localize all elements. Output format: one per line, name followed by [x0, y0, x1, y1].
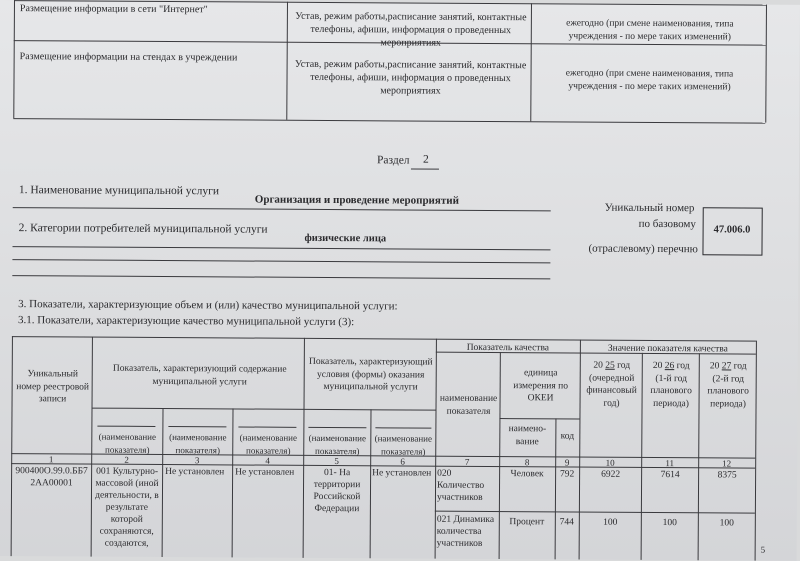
content-indicator-2: Не установлен	[165, 467, 225, 478]
table-border	[11, 336, 13, 556]
sub-name-label: (наименование показателя)	[98, 431, 157, 455]
header-quality-value: Значение показателя качества	[607, 343, 728, 355]
header-unit-code: код	[560, 431, 575, 442]
fill-line	[238, 426, 296, 427]
fill-line	[168, 426, 226, 427]
unique-number-value: 47.006.0	[713, 224, 751, 236]
col-number: 7	[464, 456, 470, 467]
quality-subheading: 3.1. Показатели, характеризующие качество муниципальной услуги (3):	[18, 314, 355, 329]
year-3-note: (2-й год планового периода)	[707, 373, 749, 410]
unique-number-label: (отраслевому) перечню	[588, 242, 698, 256]
top-row-1-method: Размещение информации в сети "Интернет"	[19, 3, 208, 16]
col-number: 10	[605, 457, 615, 468]
top-table-border	[13, 0, 15, 118]
value-year-1-row-2: 100	[603, 517, 618, 528]
consumer-category-value: физические лица	[304, 232, 387, 245]
top-row-2-content: Устав, режим работы,расписание занятий, контактные телефоны, афиши, информация о проведенных мероприятиях	[294, 58, 527, 97]
header-conditions-indicator: Показатель, характеризующий условия (формы) оказания муниципальной услуги	[308, 356, 433, 393]
header-content-indicator: Показатель, характеризующий содержание муниципальной услуги	[112, 363, 287, 388]
condition-indicator-1: 01- На территории Российской Федерации	[313, 467, 361, 515]
col-number: 6	[400, 456, 405, 467]
header-year-1	[582, 360, 642, 410]
table-border	[12, 336, 756, 342]
header-unit-name: наимено-вание	[508, 424, 547, 447]
service-name-value: Организация и проведение мероприятий	[254, 193, 459, 207]
top-row-1-frequency: ежегодно (при смене наименования, типа учреждения - по мере таких изменений)	[566, 18, 734, 43]
sub-name-label: (наименование показателя)	[308, 432, 367, 456]
top-row-2-method: Размещение информации на стендах в учреждении	[19, 51, 238, 64]
col-number: 4	[265, 455, 270, 466]
sub-name-label: (наименование показателя)	[239, 432, 298, 456]
year-1-suffix: год	[617, 360, 631, 371]
service-name-label: 1. Наименование муниципальной услуги	[18, 184, 220, 198]
table-border	[92, 408, 436, 411]
year-1-prefix: 20	[593, 360, 603, 371]
year-2-note: (1-й год планового периода)	[650, 373, 692, 409]
header-year-3	[701, 360, 756, 410]
sub-name-label: (наименование показателя)	[374, 433, 433, 457]
year-3-suffix: год	[733, 361, 747, 372]
value-year-3-row-1: 8375	[717, 470, 737, 481]
header-registry: Уникальный номер реестровой записи	[16, 369, 89, 405]
value-year-1-row-1: 6922	[601, 469, 621, 480]
year-3-prefix: 20	[709, 361, 720, 372]
year-3-yy: 27	[721, 361, 732, 372]
section-number-underline	[411, 169, 439, 170]
service-name-line	[13, 207, 551, 211]
fill-line	[97, 426, 155, 427]
year-1-yy: 25	[605, 360, 615, 371]
consumer-category-label: 2. Категории потребителей муниципальной услуги	[18, 222, 268, 236]
col-number: 9	[564, 457, 570, 468]
consumer-category-line	[12, 246, 550, 250]
header-quality-indicator: Показатель качества	[466, 342, 550, 354]
table-border	[499, 418, 579, 419]
value-year-2-row-2: 100	[662, 518, 677, 529]
fill-line	[375, 427, 431, 428]
top-row-1-content: Устав, режим работы,расписание занятий, контактные телефоны, афиши, информация о проведенных мероприятиях	[295, 10, 527, 49]
year-1-note: (очередной финансовый год)	[586, 373, 637, 409]
unit-name-1: Человек	[510, 469, 544, 480]
year-2-suffix: год	[676, 361, 690, 372]
value-year-3-row-2: 100	[719, 518, 734, 529]
year-2-prefix: 20	[652, 360, 663, 372]
consumer-category-line	[12, 275, 550, 279]
registry-id: 900400О.99.0.ББ72АА00001	[15, 466, 88, 489]
indicator-name-2: 021 Динамика количества участников	[436, 514, 495, 549]
header-unit: единица измерения по ОКЕИ	[513, 368, 569, 404]
fill-line	[308, 427, 366, 428]
content-indicator-1: 001 Культурно-массовой (иной деятельности, в результате которой сохраняются, создаются,	[95, 466, 159, 549]
header-indicator-name: наименование показателя	[439, 393, 498, 417]
unique-number-label: Уникальный номер	[604, 201, 695, 215]
top-table-border	[765, 5, 767, 123]
top-table-border	[530, 3, 532, 121]
unit-code-1: 792	[559, 469, 575, 480]
col-number: 1	[48, 454, 54, 465]
content-indicator-3: Не установлен	[235, 467, 295, 478]
sub-name-label: (наименование показателя)	[169, 432, 227, 455]
col-number: 11	[665, 458, 675, 469]
col-number: 2	[124, 454, 129, 465]
condition-indicator-2: Не установлен	[372, 468, 432, 479]
section-number: 2	[422, 153, 429, 166]
unit-code-2: 744	[559, 517, 574, 528]
year-2-yy: 26	[664, 361, 675, 372]
value-year-2-row-1: 7614	[660, 470, 680, 481]
indicator-name-1: 020 Количество участников	[436, 468, 485, 503]
section-label: Раздел	[376, 154, 410, 167]
page-number: 5	[760, 544, 766, 555]
top-table-border	[13, 118, 765, 124]
col-number: 12	[722, 458, 732, 469]
col-number: 5	[334, 456, 339, 467]
unit-name-2: Процент	[509, 517, 545, 528]
col-number: 8	[524, 457, 530, 468]
indicators-heading: 3. Показатели, характеризующие объем и (или) качество муниципальной услуги:	[18, 298, 398, 313]
header-year-2	[644, 360, 699, 410]
top-table-border	[286, 2, 288, 120]
col-number: 3	[194, 455, 200, 466]
top-row-2-frequency: ежегодно (при смене наименования, типа учреждения - по мере таких изменений)	[565, 68, 734, 93]
unique-number-label: по базовому	[638, 217, 696, 231]
consumer-category-line	[12, 259, 550, 263]
